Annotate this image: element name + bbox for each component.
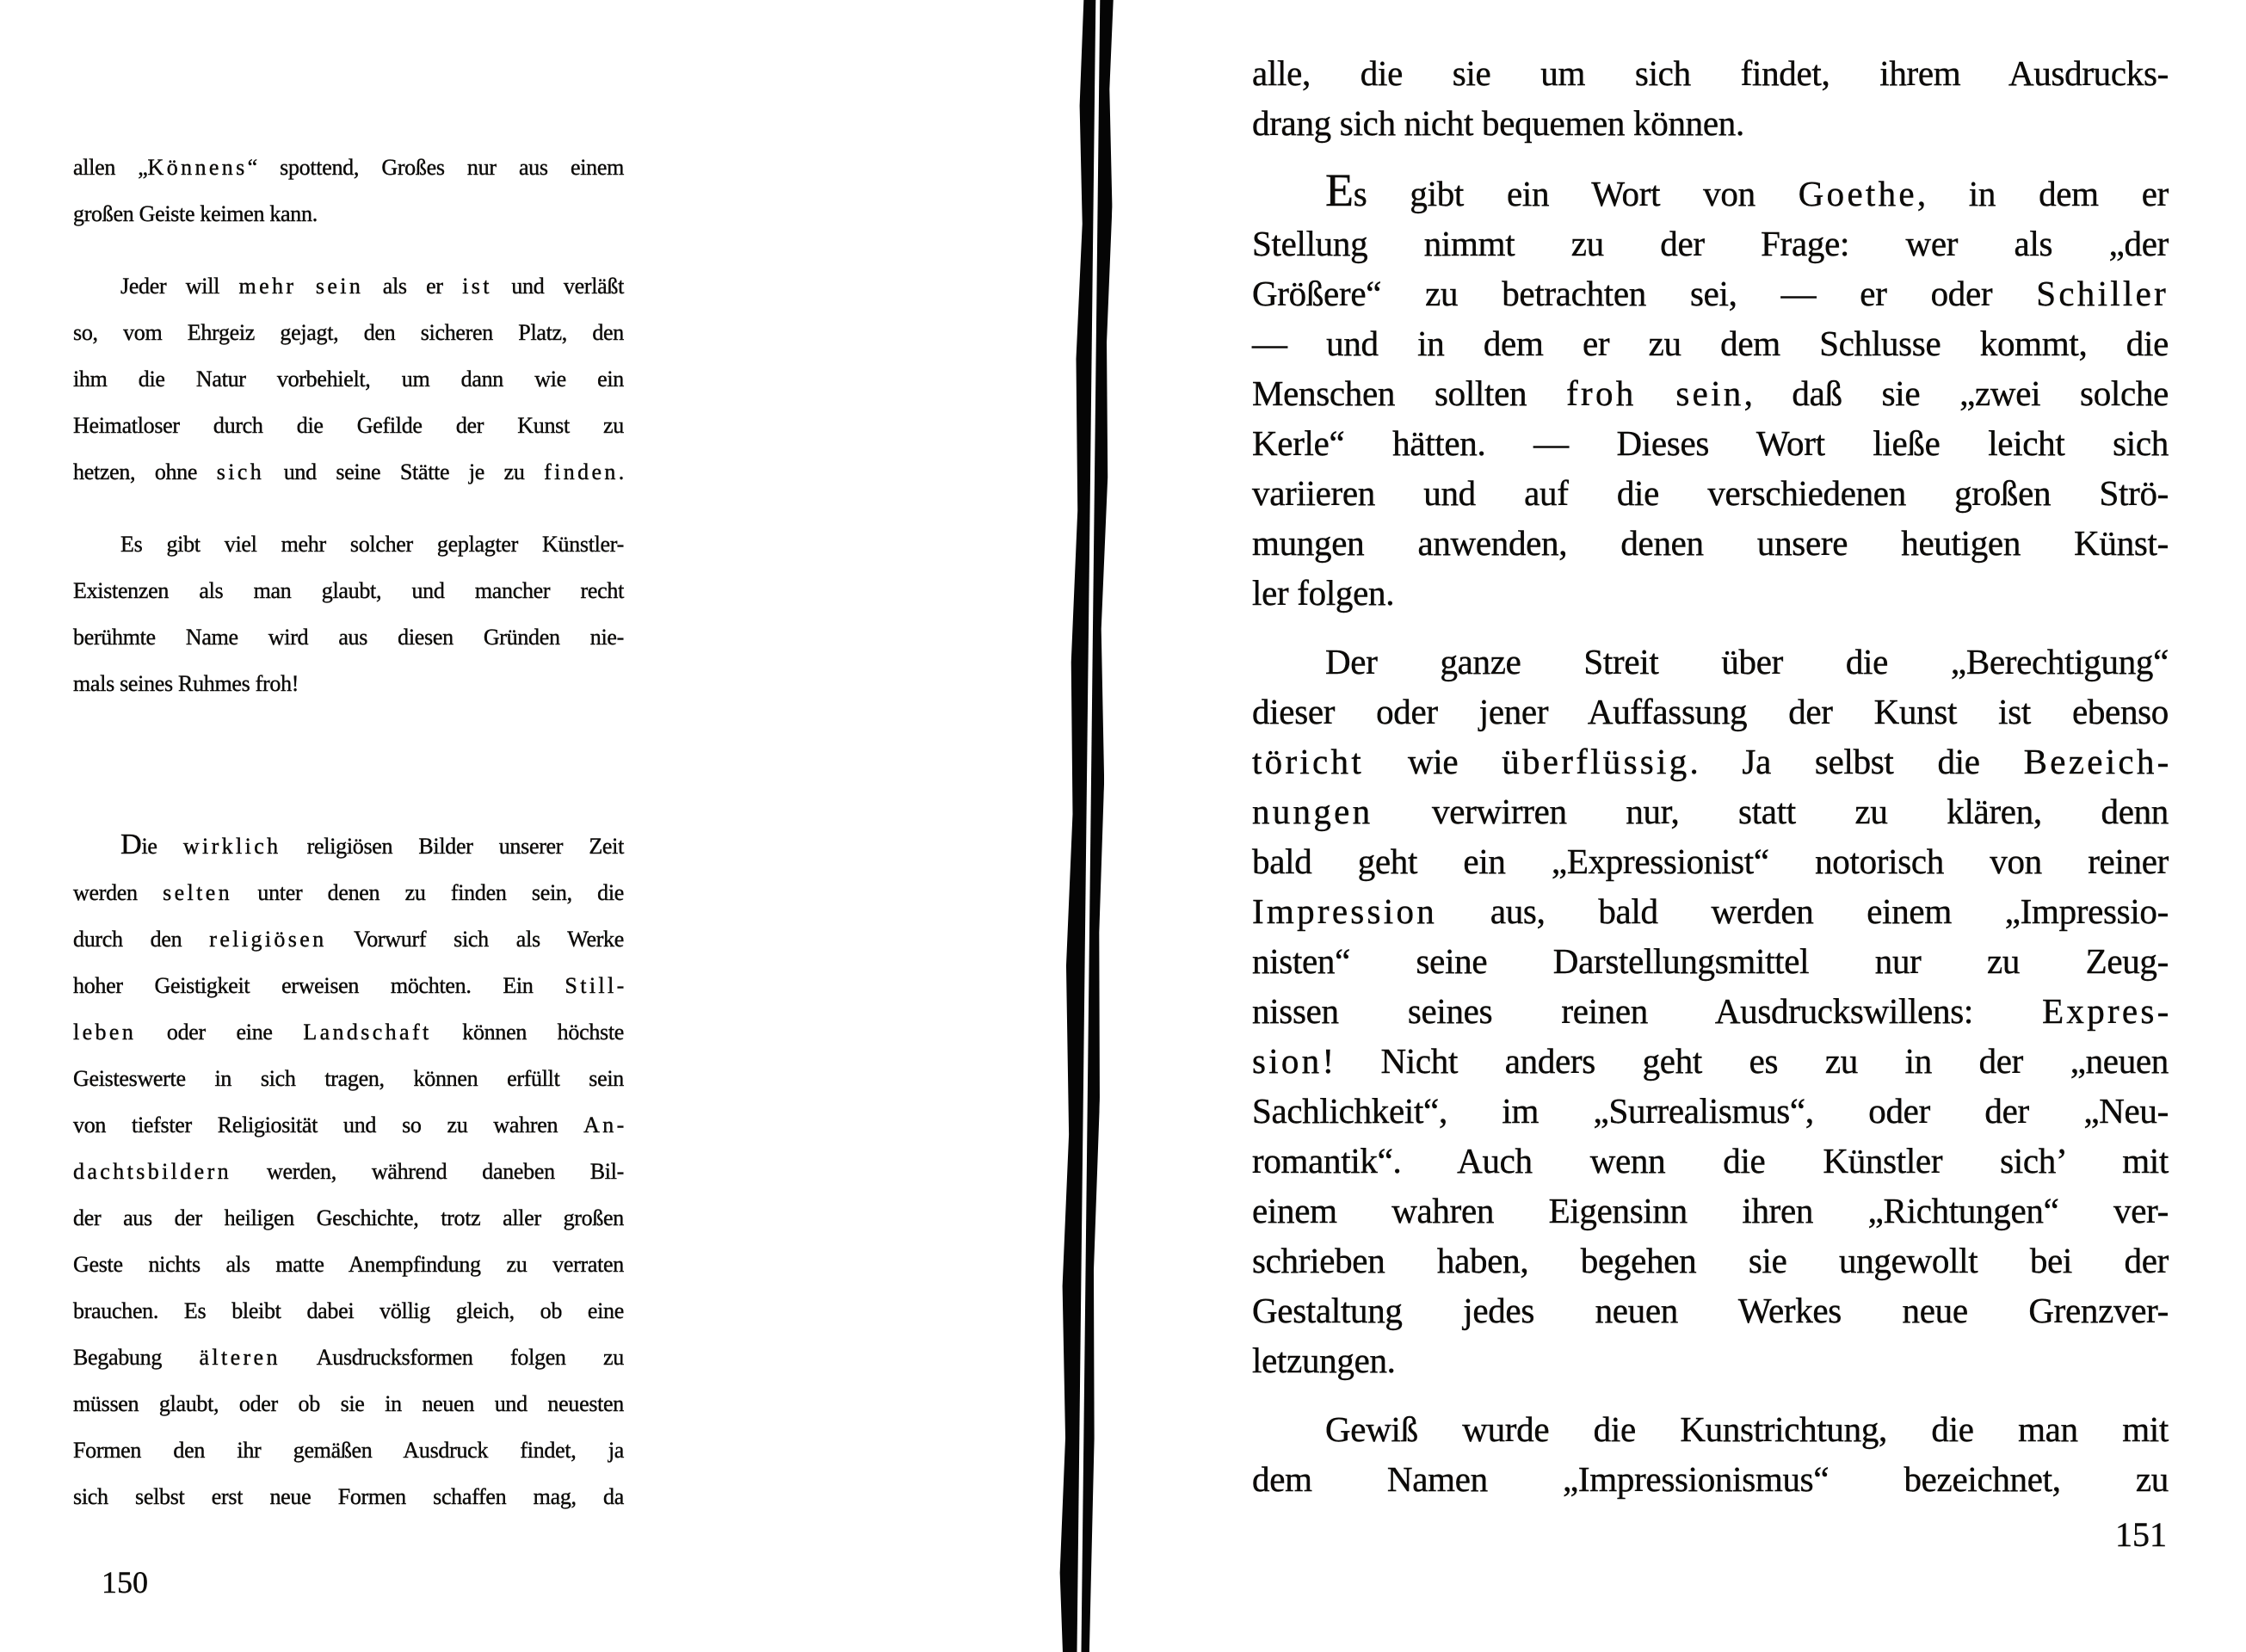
- letterspaced-word: Still: [565, 973, 617, 998]
- paragraph: [73, 521, 624, 707]
- text-line: Geste nichts als matte Anempfindung zu verraten: [73, 1252, 624, 1277]
- letterspaced-word: Schiller: [2036, 274, 2169, 313]
- text-line: Gewiß wurde die Kunstrichtung, die man mit: [1325, 1409, 2169, 1449]
- book-gutter-shadow: [1056, 0, 1115, 1652]
- paragraph: [1252, 1404, 2169, 1504]
- text-line: dachtsbildern werden, während daneben Bil-: [73, 1159, 624, 1184]
- letterspaced-word: An: [583, 1113, 617, 1137]
- text-line: Menschen sollten froh sein, daß sie „zwei solche: [1252, 373, 2169, 413]
- text-line: Kerle“ hätten. — Dieses Wort ließe leicht sich: [1252, 423, 2169, 463]
- text-line: sion! Nicht anders geht es zu in der „neuen: [1252, 1041, 2169, 1081]
- text-line: variieren und auf die verschiedenen großen Strö-: [1252, 473, 2169, 513]
- letterspaced-word: älteren: [199, 1345, 281, 1370]
- text-line: dieser oder jener Auffassung der Kunst ist ebenso: [1252, 692, 2169, 731]
- text-line: so, vom Ehrgeiz gejagt, den sicheren Platz, den: [73, 320, 624, 345]
- text-line: Impression aus, bald werden einem „Impressio-: [1252, 891, 2169, 931]
- letterspaced-word: ist: [462, 274, 492, 299]
- page-number-left: 150: [102, 1565, 148, 1600]
- text-line: brauchen. Es bleibt dabei völlig gleich, ob eine: [73, 1298, 624, 1323]
- left-page: [73, 145, 624, 1520]
- text-line: schrieben haben, begehen sie ungewollt bei der: [1252, 1241, 2169, 1280]
- text-line: letzungen.: [1252, 1341, 1396, 1380]
- right-page: [1252, 48, 2169, 1504]
- letterspaced-word: sion: [1252, 1041, 1323, 1081]
- letterspaced-word: Impression: [1252, 891, 1437, 931]
- text-line: berühmte Name wird aus diesen Gründen nie-: [73, 625, 624, 650]
- text-line: Der ganze Streit über die „Berechtigung“: [1325, 642, 2169, 681]
- paragraph-initial-letter: E: [1325, 164, 1354, 216]
- letterspaced-word: wirklich: [182, 834, 281, 859]
- letterspaced-word: religiösen: [209, 927, 327, 952]
- letterspaced-word: mehr: [238, 274, 297, 299]
- text-line: Die wirklich religiösen Bilder unserer Zeit: [120, 828, 624, 860]
- text-line: werden selten unter denen zu finden sein, die: [73, 880, 624, 905]
- text-line: Geisteswerte in sich tragen, können erfüllt sein: [73, 1066, 624, 1091]
- letterspaced-word: töricht: [1252, 742, 1364, 781]
- text-line: durch den religiösen Vorwurf sich als Werke: [73, 927, 624, 952]
- text-line: Größere“ zu betrachten sei, — er oder Schiller: [1252, 274, 2169, 313]
- text-line: hetzen, ohne sich und seine Stätte je zu finden.: [73, 459, 624, 484]
- letterspaced-word: selten: [163, 880, 233, 905]
- letterspaced-word: Bezeich: [2023, 742, 2157, 781]
- letterspaced-word: überflüssig: [1502, 742, 1690, 781]
- text-line: Jeder will mehr sein als er ist und verläßt: [120, 274, 624, 299]
- text-line: mungen anwenden, denen unsere heutigen Künst-: [1252, 523, 2169, 563]
- text-line: mals seines Ruhmes froh!: [73, 671, 299, 696]
- text-line: Existenzen als man glaubt, und mancher recht: [73, 578, 624, 603]
- text-line: von tiefster Religiosität und so zu wahren An-: [73, 1113, 624, 1137]
- letterspaced-word: finden: [544, 459, 619, 484]
- text-line: einem wahren Eigensinn ihren „Richtungen“ ver-: [1252, 1191, 2169, 1230]
- text-line: Begabung älteren Ausdrucksformen folgen zu: [73, 1345, 624, 1370]
- letterspaced-word: leben: [73, 1020, 137, 1045]
- text-line: Heimatloser durch die Gefilde der Kunst zu: [73, 413, 624, 438]
- text-line: der aus der heiligen Geschichte, trotz aller großen: [73, 1205, 624, 1230]
- text-line: allen „Könnens“ spottend, Großes nur aus einem: [73, 155, 625, 180]
- text-line: Es gibt viel mehr solcher geplagter Künstler-: [120, 532, 624, 557]
- text-line: Sachlichkeit“, im „Surrealismus“, oder der „Neu-: [1252, 1091, 2169, 1131]
- text-line: müssen glaubt, oder ob sie in neuen und neuesten: [73, 1391, 624, 1416]
- paragraph-initial-letter: D: [120, 828, 142, 860]
- text-line: — und in dem er zu dem Schlusse kommt, die: [1252, 324, 2169, 363]
- text-line: bald geht ein „Expressionist“ notorisch von reiner: [1252, 841, 2169, 881]
- letterspaced-word: Landschaft: [303, 1020, 432, 1045]
- paragraph: [73, 263, 624, 496]
- paragraph: [1252, 637, 2169, 1385]
- gutter-highlight: [1077, 0, 1100, 1652]
- letterspaced-word: sein: [315, 274, 364, 299]
- text-line: Formen den ihr gemäßen Ausdruck findet, ja: [73, 1438, 624, 1463]
- letterspaced-word: Goethe: [1798, 174, 1917, 213]
- letterspaced-word: dachtsbildern: [73, 1159, 232, 1184]
- letterspaced-word: sein: [1675, 373, 1744, 413]
- page-number-right: 151: [2115, 1515, 2167, 1554]
- text-line: hoher Geistigkeit erweisen möchten. Ein Still-: [73, 973, 624, 998]
- text-line: drang sich nicht bequemen können.: [1252, 103, 1744, 143]
- text-line: leben oder eine Landschaft können höchste: [73, 1020, 625, 1045]
- text-line: ihm die Natur vorbehielt, um dann wie ein: [73, 367, 624, 391]
- text-line: Gestaltung jedes neuen Werkes neue Grenzver-: [1252, 1291, 2169, 1330]
- text-line: sich selbst erst neue Formen schaffen mag, da: [73, 1484, 624, 1509]
- text-line: töricht wie überflüssig. Ja selbst die Bezeich-: [1252, 742, 2169, 781]
- text-line: alle, die sie um sich findet, ihrem Ausdrucks-: [1252, 53, 2169, 93]
- text-line: ler folgen.: [1252, 573, 1395, 613]
- letterspaced-word: Expres: [2042, 991, 2157, 1031]
- letterspaced-word: sich: [216, 459, 265, 484]
- paragraph: [73, 823, 624, 1520]
- text-line: Stellung nimmt zu der Frage: wer als „der: [1252, 224, 2169, 263]
- letterspaced-word: froh: [1566, 373, 1637, 413]
- text-line: romantik“. Auch wenn die Künstler sich’ mit: [1252, 1141, 2169, 1180]
- text-line: nisten“ seine Darstellungsmittel nur zu Zeug-: [1252, 941, 2169, 981]
- text-line: nissen seines reinen Ausdruckswillens: Expres-: [1252, 991, 2169, 1031]
- text-line: nungen verwirren nur, statt zu klären, denn: [1252, 792, 2169, 831]
- text-line: großen Geiste keimen kann.: [73, 201, 318, 226]
- paragraph: [1252, 48, 2169, 148]
- text-line: Es gibt ein Wort von Goethe, in dem er: [1325, 164, 2169, 216]
- paragraph: [1252, 164, 2169, 618]
- paragraph: [73, 145, 624, 237]
- text-line: dem Namen „Impressionismus“ bezeichnet, zu: [1252, 1459, 2169, 1499]
- letterspaced-word: nungen: [1252, 792, 1373, 831]
- letterspaced-word: Könnens: [147, 155, 248, 180]
